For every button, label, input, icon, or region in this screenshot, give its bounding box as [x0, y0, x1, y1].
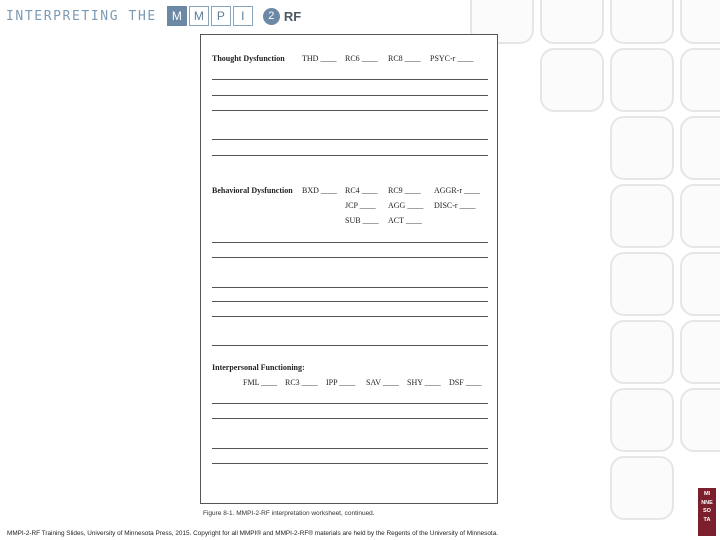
header-prefix: INTERPRETING THE	[6, 8, 157, 24]
mmpi-letter-boxes	[165, 6, 253, 26]
scale-shy: SHY ____	[407, 378, 441, 387]
letter-box-m2: M	[189, 6, 209, 26]
scale-sub: SUB ____	[345, 216, 379, 225]
answer-line	[212, 418, 488, 419]
scale-ipp: IPP ____	[326, 378, 356, 387]
scale-jcp: JCP ____	[345, 201, 376, 210]
scale-dsf: DSF ____	[449, 378, 482, 387]
scale-agg: AGG ____	[388, 201, 424, 210]
scale-aggr-r: AGGR-r ____	[434, 186, 480, 195]
answer-line	[212, 110, 488, 111]
answer-line	[212, 463, 488, 464]
logo-line: NNE	[701, 499, 713, 506]
letter-box-i: I	[233, 6, 253, 26]
header-suffix: RF	[283, 8, 302, 24]
answer-line	[212, 139, 488, 140]
answer-line	[212, 448, 488, 449]
interpersonal-heading: Interpersonal Functioning:	[212, 363, 305, 372]
logo-line: TA	[703, 516, 711, 523]
scale-disc-r: DISC-r ____	[434, 201, 476, 210]
scale-sav: SAV ____	[366, 378, 399, 387]
scale-rc9: RC9 ____	[388, 186, 421, 195]
behavioral-heading: Behavioral Dysfunction	[212, 186, 293, 195]
scale-rc3: RC3 ____	[285, 378, 318, 387]
scale-thd: THD ____	[302, 54, 337, 63]
scale-bxd: BXD ____	[302, 186, 337, 195]
scale-rc6: RC6 ____	[345, 54, 378, 63]
university-logo	[698, 488, 716, 536]
scale-psyc-r: PSYC-r ____	[430, 54, 474, 63]
letter-box-p: P	[211, 6, 231, 26]
scale-rc4: RC4 ____	[345, 186, 378, 195]
answer-line	[212, 316, 488, 317]
answer-line	[212, 155, 488, 156]
version-circle: 2	[263, 8, 280, 25]
scale-rc8: RC8 ____	[388, 54, 421, 63]
copyright-footer: MMPI-2-RF Training Slides, University of Minnesota Press, 2015. Copyright for all MMPI® and MMPI-2-RF® materials are held by the Regents of the University of Minnesota.	[7, 530, 499, 537]
answer-line	[212, 301, 488, 302]
thought-heading: Thought Dysfunction	[212, 54, 285, 63]
logo-line: SO	[703, 508, 711, 515]
figure-caption: Figure 8-1. MMPI-2-RF interpretation worksheet, continued.	[203, 510, 375, 517]
scale-act: ACT ____	[388, 216, 422, 225]
answer-line	[212, 403, 488, 404]
slide-header	[6, 5, 301, 27]
answer-line	[212, 242, 488, 243]
answer-line	[212, 79, 488, 80]
worksheet	[200, 34, 498, 517]
letter-box-m1: M	[167, 6, 187, 26]
background-pattern	[460, 0, 720, 540]
logo-line: MI	[703, 491, 711, 497]
scale-fml: FML ____	[243, 378, 278, 387]
answer-line	[212, 287, 488, 288]
answer-line	[212, 257, 488, 258]
answer-line	[212, 345, 488, 346]
answer-line	[212, 95, 488, 96]
